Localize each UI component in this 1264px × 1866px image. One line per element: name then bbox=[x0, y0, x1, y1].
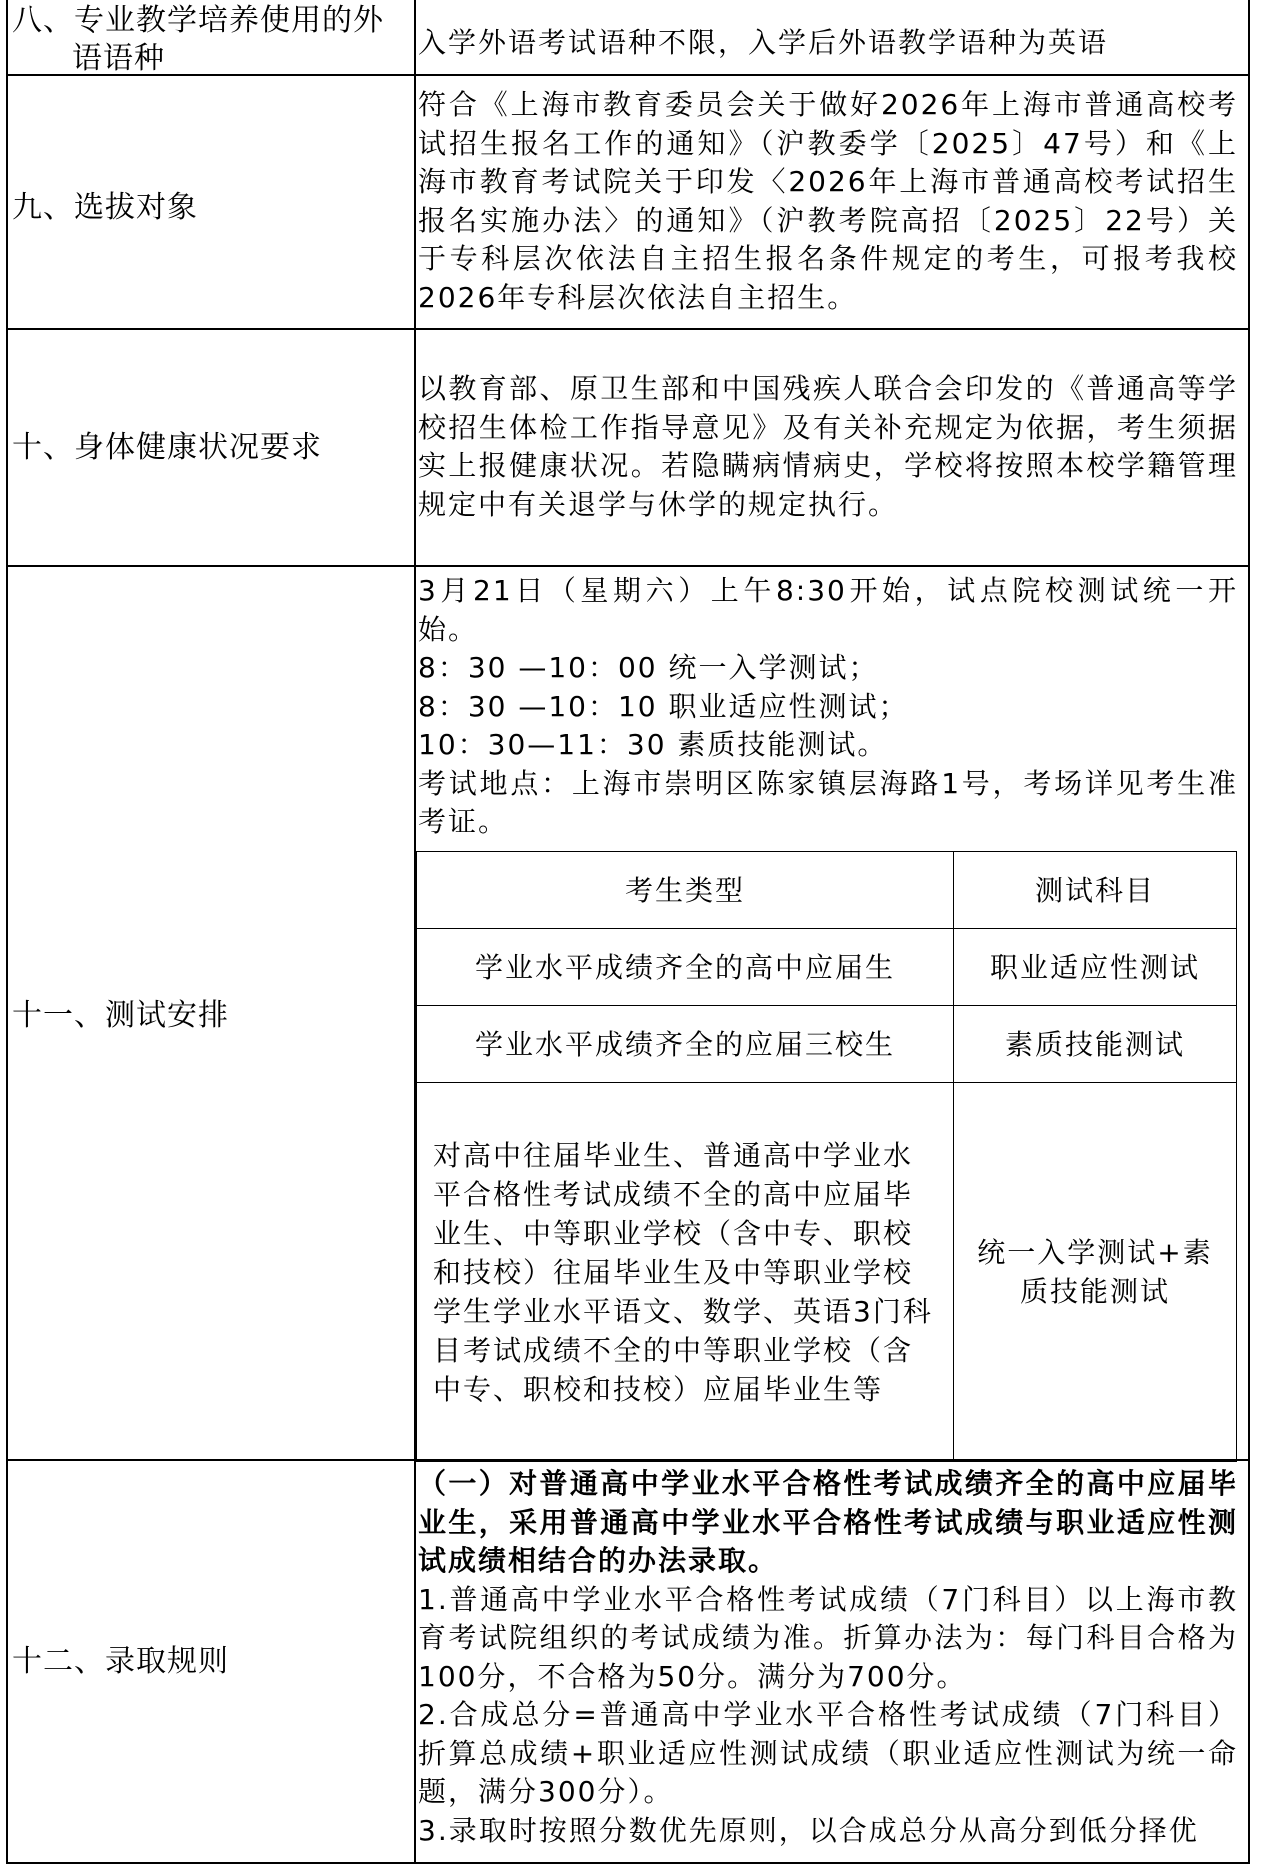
schedule-line: 3月21日（星期六）上午8:30开始，试点院校测试统一开始。 bbox=[418, 574, 1238, 646]
table-cell: 职业适应性测试 bbox=[954, 929, 1237, 1006]
label-line: 八、专业教学培养使用的外 bbox=[12, 3, 384, 38]
schedule-line: 考试地点：上海市崇明区陈家镇层海路1号，考场详见考生准考证。 bbox=[418, 766, 1238, 838]
table-header: 测试科目 bbox=[954, 852, 1237, 929]
row-content-admission-rules bbox=[418, 1465, 1238, 1850]
table-cell: 统一入学测试+素质技能测试 bbox=[954, 1083, 1237, 1462]
table-cell: 素质技能测试 bbox=[954, 1006, 1237, 1083]
schedule-line: 8：30 —10：00 统一入学测试； bbox=[418, 651, 879, 684]
rule-item: 1.普通高中学业水平合格性考试成绩（7门科目）以上海市教育考试院组织的考试成绩为准。折算办法为：每门科目合格为100分，不合格为50分。满分为700分。 bbox=[418, 1582, 1238, 1693]
table-row bbox=[417, 929, 1237, 1006]
row-label-eligibility: 九、选拔对象 bbox=[12, 190, 198, 225]
row-content-test-schedule bbox=[418, 572, 1238, 842]
label-line: 语语种 bbox=[72, 41, 165, 76]
schedule-line: 10：30—11：30 素质技能测试。 bbox=[418, 728, 888, 761]
row-content-eligibility: 符合《上海市教育委员会关于做好2026年上海市普通高校考试招生报名工作的通知》（沪教委学〔2025〕47号）和《上海市教育考试院关于印发〈2026年上海市普通高校考试招生报名实施办法〉的通知》（沪教考院高招〔2025〕22号）关于专科层次依法自主招生报名条件规定的考生，可报考我校2026年专科层次依法自主招生。 bbox=[418, 88, 1238, 314]
rule-item: 3.录取时按照分数优先原则，以合成总分从高分到低分择优 bbox=[418, 1813, 1199, 1847]
row-label-foreign-language bbox=[12, 2, 400, 78]
row-label-admission-rules: 十二、录取规则 bbox=[12, 1644, 229, 1679]
table-cell: 学业水平成绩齐全的高中应届生 bbox=[417, 929, 954, 1006]
row-content-health: 以教育部、原卫生部和中国残疾人联合会印发的《普通高等学校招生体检工作指导意见》及有关补充规定为依据，考生须据实上报健康状况。若隐瞒病情病史，学校将按照本校学籍管理规定中有关退学与休学的规定执行。 bbox=[418, 372, 1238, 521]
table-row bbox=[417, 1006, 1237, 1083]
row-divider bbox=[8, 328, 1248, 330]
table-cell: 对高中往届毕业生、普通高中学业水平合格性考试成绩不全的高中应届毕业生、中等职业学校（含中专、职校和技校）往届毕业生及中等职业学校学生学业水平语文、数学、英语3门科目考试成绩不全的中等职业学校（含中专、职校和技校）应届毕业生等 bbox=[417, 1083, 954, 1462]
table-header-row bbox=[417, 852, 1237, 929]
row-label-test-schedule: 十一、测试安排 bbox=[12, 998, 229, 1033]
schedule-line: 8：30 —10：10 职业适应性测试； bbox=[418, 689, 909, 723]
table-cell: 学业水平成绩齐全的应届三校生 bbox=[417, 1006, 954, 1083]
rule-item: 2.合成总分=普通高中学业水平合格性考试成绩（7门科目）折算总成绩+职业适应性测试成绩（职业适应性测试为统一命题，满分300分）。 bbox=[418, 1698, 1238, 1808]
row-content-foreign-language: 入学外语考试语种不限，入学后外语教学语种为英语 bbox=[418, 26, 1109, 59]
table-header: 考生类型 bbox=[417, 852, 954, 929]
table-row bbox=[417, 1083, 1237, 1462]
row-label-health: 十、身体健康状况要求 bbox=[12, 430, 322, 465]
test-subject-table bbox=[416, 851, 1237, 1462]
row-divider bbox=[8, 565, 1248, 567]
bold-paragraph: （一）对普通高中学业水平合格性考试成绩齐全的高中应届毕业生，采用普通高中学业水平合格性考试成绩与职业适应性测试成绩相结合的办法录取。 bbox=[418, 1467, 1238, 1577]
